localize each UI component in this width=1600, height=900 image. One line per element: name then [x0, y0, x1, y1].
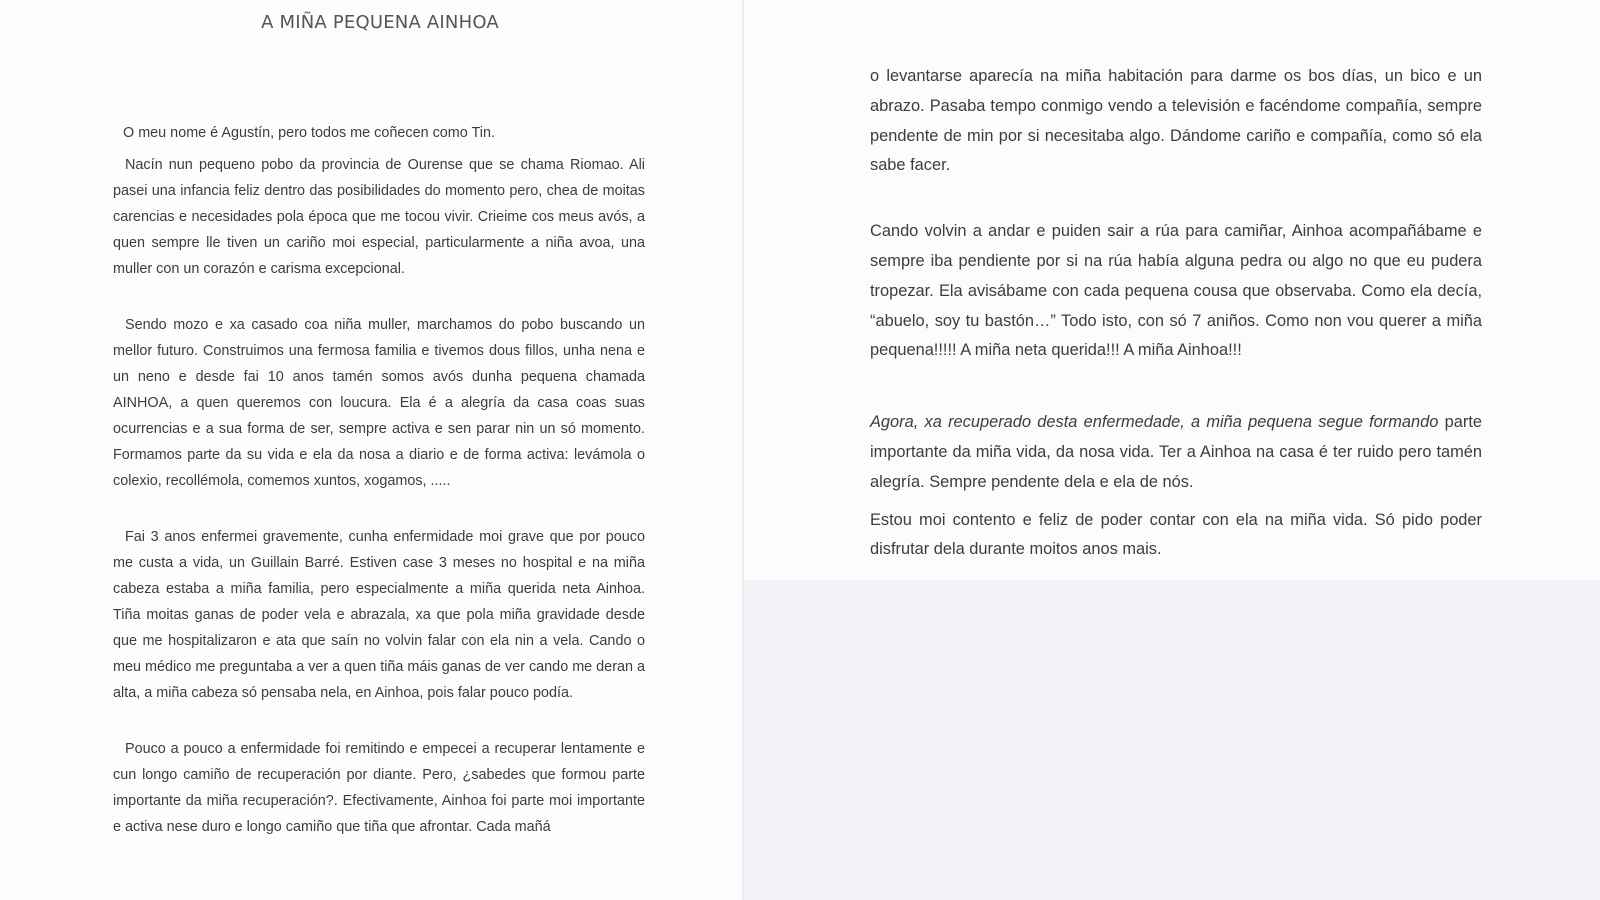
paragraph-closing: Estou moi contento e feliz de poder contar con ela na miña vida. Só pido poder disfrutar dela durante moitos anos mais. [870, 510, 1482, 559]
paragraph-walking: Cando volvin a andar e puiden sair a rúa para camiñar, Ainhoa acompañábame e sempre iba pendiente por si na rúa había alguna pedra ou algo no que eu pudera tropezar. Ela avisábame con cada pequena cousa que observaba. Como ela decía, “abuelo, soy tu bastón…” Todo isto, con só 7 aniños. Como non vou querer a miña pequena!!!!! A miña neta querida!!! A miña Ainhoa!!! [870, 222, 1482, 360]
paragraph-now-italic-lead: Agora, xa recuperado desta enfermedade, a miña pequena segue formando [870, 413, 1439, 432]
paragraph-mornings: o levantarse aparecía na miña habitación para darme os bos días, un bico e un abrazo. Pasaba tempo conmigo vendo a televisión e facéndome compañía, sempre pendente de min por si necesitaba algo. Dándome cariño e compañía, como só ela sabe facer. [870, 67, 1482, 175]
paragraph-recovery: Pouco a pouco a enfermidade foi remitindo e empecei a recuperar lentamente e cun longo camiño de recuperación por diante. Pero, ¿sabedes que formou parte importante da miña recuperación?. Efectivamente, Ainhoa foi parte moi importante e activa nese duro e longo camiño que tiña que afrontar. Cada mañá [113, 741, 645, 835]
paragraph-family: Sendo mozo e xa casado coa niña muller, marchamos do pobo buscando un mellor futuro. Construimos una fermosa familia e tivemos dous fillos, unha nena e un neno e desde fai 10 anos tamén somos avós dunha pequena chamada AINHOA, a quen queremos con loucura. Ela é a alegría da casa coas suas ocurrencias e a sua forma de ser, sempre activa e sen parar nin un só momento. Formamos parte da su vida e ela da nosa a diario e de forma activa: levámola o colexio, recollémola, comemos xuntos, xogamos, ..... [113, 317, 645, 489]
right-page-text [870, 62, 1482, 565]
paragraph-now-rest: parte importante da miña vida, da nosa vida. Ter a Ainhoa na casa é ter ruido pero tamén alegría. Sempre pendente dela e ela de nós. [870, 413, 1483, 491]
left-page-text [113, 120, 645, 840]
paragraph-childhood: Nacín nun pequeno pobo da provincia de Ourense que se chama Riomao. Ali pasei una infancia feliz dentro das posibilidades do momento pero, chea de moitas carencias e necesidades pola época que me tocou vivir. Crieime cos meus avós, a quen sempre lle tiven un cariño moi especial, particularmente a niña avoa, una muller con un corazón e carisma excepcional. [113, 157, 645, 277]
paragraph-now [870, 408, 1482, 497]
scan-tint [742, 580, 1600, 900]
paragraph-intro: O meu nome é Agustín, pero todos me coñecen como Tin. [123, 125, 495, 141]
page-gutter [742, 0, 744, 900]
document-title: A MIÑA PEQUENA AINHOA [261, 12, 499, 33]
paragraph-illness: Fai 3 anos enfermei gravemente, cunha enfermidade moi grave que por pouco me custa a vida, un Guillain Barré. Estiven case 3 meses no hospital e na miña cabeza estaba a miña familia, pero especialmente a miña querida neta Ainhoa. Tiña moitas ganas de poder vela e abrazala, xa que pola miña gravidade desde que me hospitalizaron e ata que saín no volvin falar con ela nin a vela. Cando o meu médico me preguntaba a ver a quen tiña máis ganas de ver cando me deran a alta, a miña cabeza só pensaba nela, en Ainhoa, pois falar pouco podía. [113, 529, 645, 701]
